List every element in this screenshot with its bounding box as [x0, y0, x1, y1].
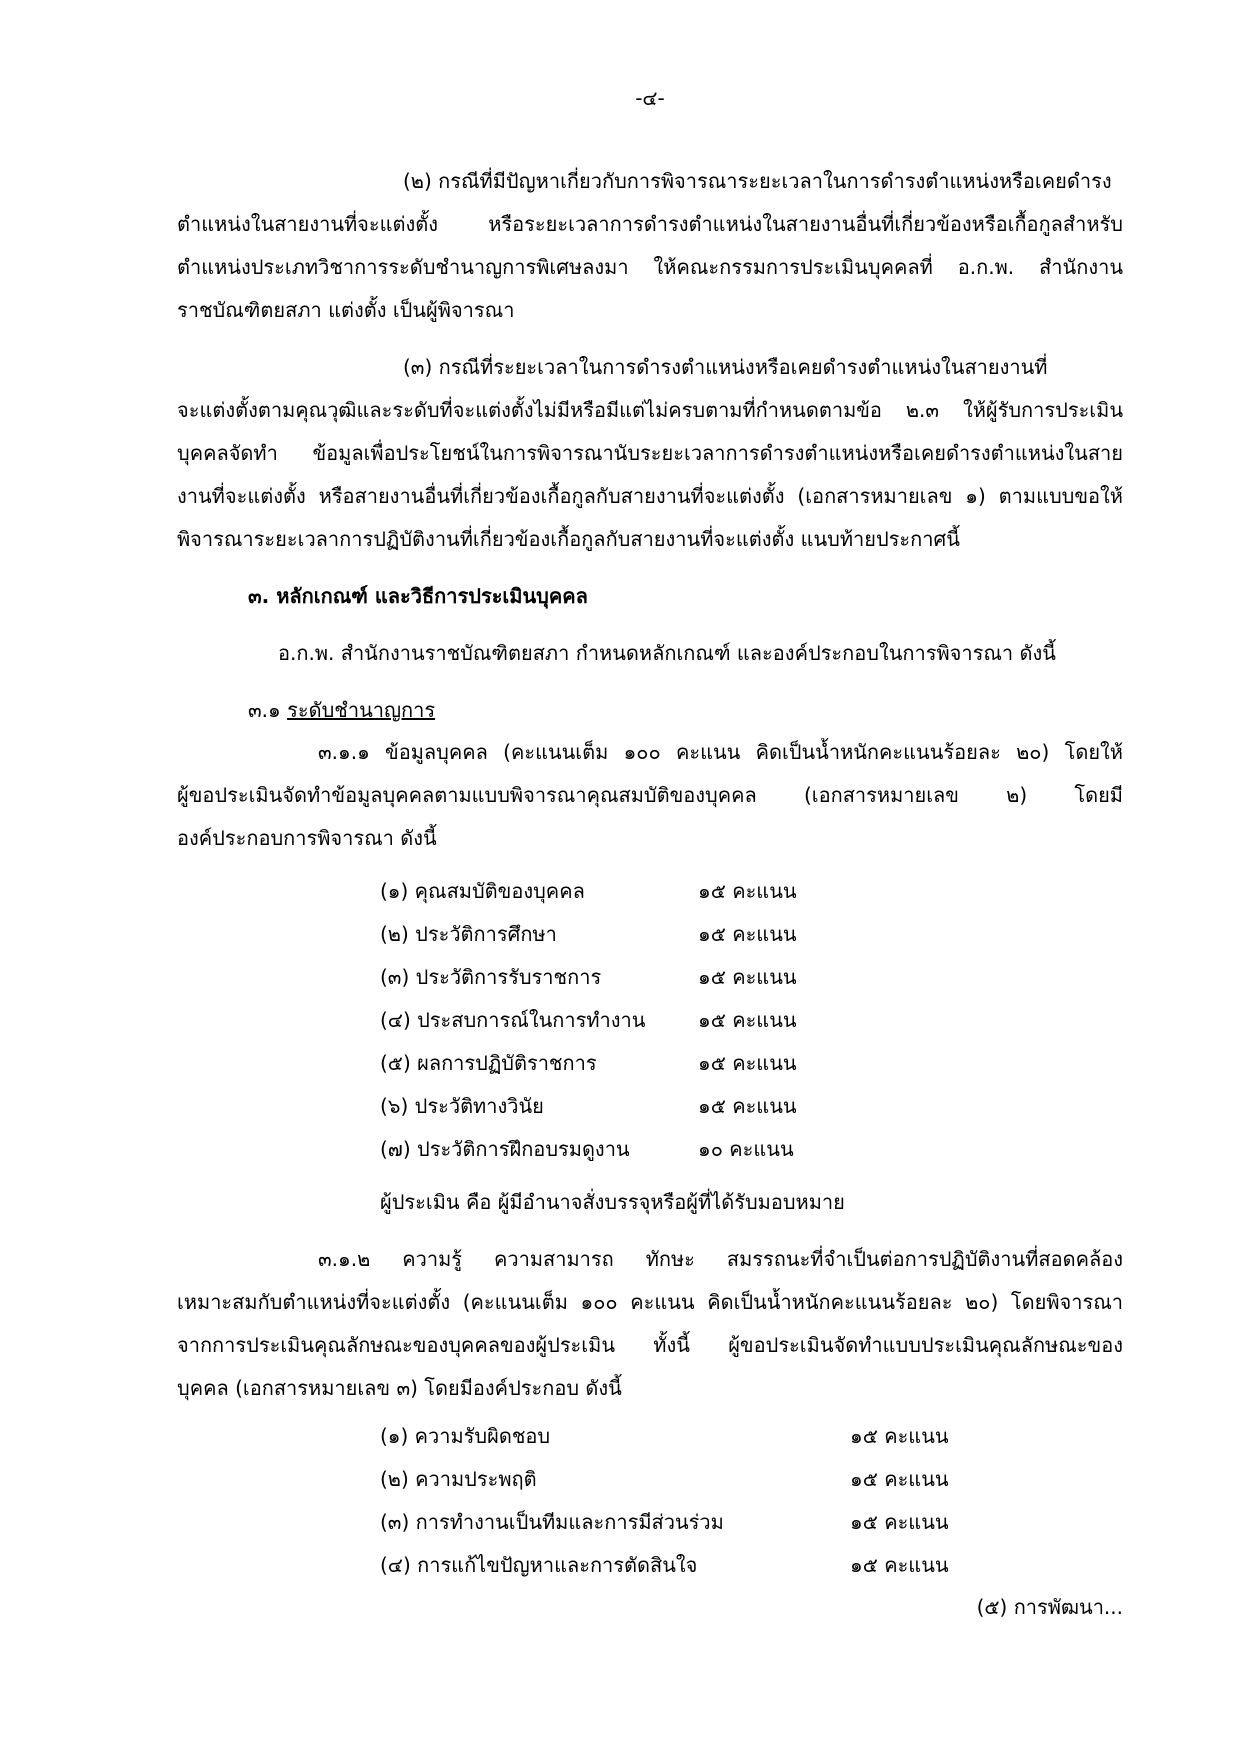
para-312-line-1: ๓.๑.๒ ความรู้ ความสามารถ ทักษะ สมรรถนะที่จำเป็นต่อการปฏิบัติงานที่สอดคล้อง — [318, 1247, 1123, 1271]
list-item: (๔) การแก้ไขปัญหาและการตัดสินใจ — [380, 1553, 698, 1577]
list-item: (๔) ประสบการณ์ในการทำงาน — [380, 1008, 646, 1032]
section-3-intro: อ.ก.พ. สำนักงานราชบัณฑิตยสภา กำหนดหลักเกณฑ์ และองค์ประกอบในการพิจารณา ดังนี้ — [278, 641, 1056, 665]
para-311-line-1: ๓.๑.๑ ข้อมูลบุคคล (คะแนนเต็ม ๑๐๐ คะแนน คิดเป็นน้ำหนักคะแนนร้อยละ ๒๐) โดยให้ — [318, 740, 1123, 764]
para-312-line-4: บุคคล (เอกสารหมายเลข ๓) โดยมีองค์ประกอบ ดังนี้ — [177, 1376, 622, 1400]
subsection-3-1-number: ๓.๑ — [248, 698, 281, 722]
para-311-line-3: องค์ประกอบการพิจารณา ดังนี้ — [177, 826, 437, 850]
list-item-score: ๑๕ คะแนน — [698, 1094, 797, 1118]
list-item-score: ๑๕ คะแนน — [698, 1051, 797, 1075]
list-item: (๖) ประวัติทางวินัย — [380, 1094, 544, 1118]
list-item: (๑) ความรับผิดชอบ — [380, 1424, 551, 1448]
list-item: (๕) ผลการปฏิบัติราชการ — [380, 1051, 597, 1075]
list-item-score: ๑๕ คะแนน — [698, 1008, 797, 1032]
list-item-score: ๑๕ คะแนน — [698, 965, 797, 989]
para-2-line-3: ตำแหน่งประเภทวิชาการระดับชำนาญการพิเศษลงมา ให้คณะกรรมการประเมินบุคคลที่ อ.ก.พ. สำนักงาน — [177, 255, 1123, 279]
para-3-line-1: (๓) กรณีที่ระยะเวลาในการดำรงตำแหน่งหรือเคยดำรงตำแหน่งในสายงานที่ — [403, 355, 1048, 379]
page-number: -๔- — [635, 86, 665, 110]
list-item-score: ๑๕ คะแนน — [698, 879, 797, 903]
subsection-3-1-title: ระดับชำนาญการ — [287, 698, 436, 722]
para-3-line-2: จะแต่งตั้งตามคุณวุฒิและระดับที่จะแต่งตั้งไม่มีหรือมีแต่ไม่ครบตามที่กำหนดตามข้อ ๒.๓ ให้ผู้รับการประเมิน — [177, 398, 1123, 422]
list-item-score: ๑๕ คะแนน — [850, 1424, 949, 1448]
list-item: (๓) การทำงานเป็นทีมและการมีส่วนร่วม — [380, 1510, 724, 1534]
para-2-line-4: ราชบัณฑิตยสภา แต่งตั้ง เป็นผู้พิจารณา — [177, 298, 515, 322]
list-item-score: ๑๕ คะแนน — [850, 1510, 949, 1534]
list-item-score: ๑๕ คะแนน — [850, 1553, 949, 1577]
para-3-line-5: พิจารณาระยะเวลาการปฏิบัติงานที่เกี่ยวข้องเกื้อกูลกับสายงานที่จะแต่งตั้ง แนบท้ายประกาศนี้ — [177, 527, 960, 551]
para-311-line-2: ผู้ขอประเมินจัดทำข้อมูลบุคคลตามแบบพิจารณาคุณสมบัติของบุคคล (เอกสารหมายเลข ๒) โดยมี — [177, 783, 1123, 807]
list-item-score: ๑๐ คะแนน — [698, 1137, 794, 1161]
list-item: (๒) ประวัติการศึกษา — [380, 922, 557, 946]
continuation-marker: (๕) การพัฒนา... — [976, 1595, 1123, 1619]
subsection-3-1 — [248, 695, 435, 725]
list-item: (๒) ความประพฤติ — [380, 1467, 537, 1491]
list-item-score: ๑๕ คะแนน — [698, 922, 797, 946]
list-item: (๑) คุณสมบัติของบุคคล — [380, 879, 585, 903]
para-2-line-2: ตำแหน่งในสายงานที่จะแต่งตั้ง หรือระยะเวลาการดำรงตำแหน่งในสายงานอื่นที่เกี่ยวข้องหรือเกื้อกูลสำหรับ — [177, 212, 1123, 236]
list-item: (๗) ประวัติการฝึกอบรมดูงาน — [380, 1137, 630, 1161]
list-item: (๓) ประวัติการรับราชการ — [380, 965, 602, 989]
para-2-line-1: (๒) กรณีที่มีปัญหาเกี่ยวกับการพิจารณาระยะเวลาในการดำรงตำแหน่งหรือเคยดำรง — [403, 169, 1112, 193]
para-3-line-4: งานที่จะแต่งตั้ง หรือสายงานอื่นที่เกี่ยวข้องเกื้อกูลกับสายงานที่จะแต่งตั้ง (เอกสารหมายเลข ๑) ตามแบบขอให้ — [177, 484, 1123, 508]
evaluator-note: ผู้ประเมิน คือ ผู้มีอำนาจสั่งบรรจุหรือผู้ที่ได้รับมอบหมาย — [380, 1190, 845, 1214]
para-3-line-3: บุคคลจัดทำ ข้อมูลเพื่อประโยชน์ในการพิจารณานับระยะเวลาการดำรงตำแหน่งหรือเคยดำรงตำแหน่งในสาย — [177, 441, 1123, 465]
list-item-score: ๑๕ คะแนน — [850, 1467, 949, 1491]
section-3-heading: ๓. หลักเกณฑ์ และวิธีการประเมินบุคคล — [248, 584, 588, 608]
para-312-line-3: จากการประเมินคุณลักษณะของบุคคลของผู้ประเมิน ทั้งนี้ ผู้ขอประเมินจัดทำแบบประเมินคุณลักษณะของ — [177, 1333, 1123, 1357]
para-312-line-2: เหมาะสมกับตำแหน่งที่จะแต่งตั้ง (คะแนนเต็ม ๑๐๐ คะแนน คิดเป็นน้ำหนักคะแนนร้อยละ ๒๐) โดยพิจารณา — [177, 1290, 1123, 1314]
